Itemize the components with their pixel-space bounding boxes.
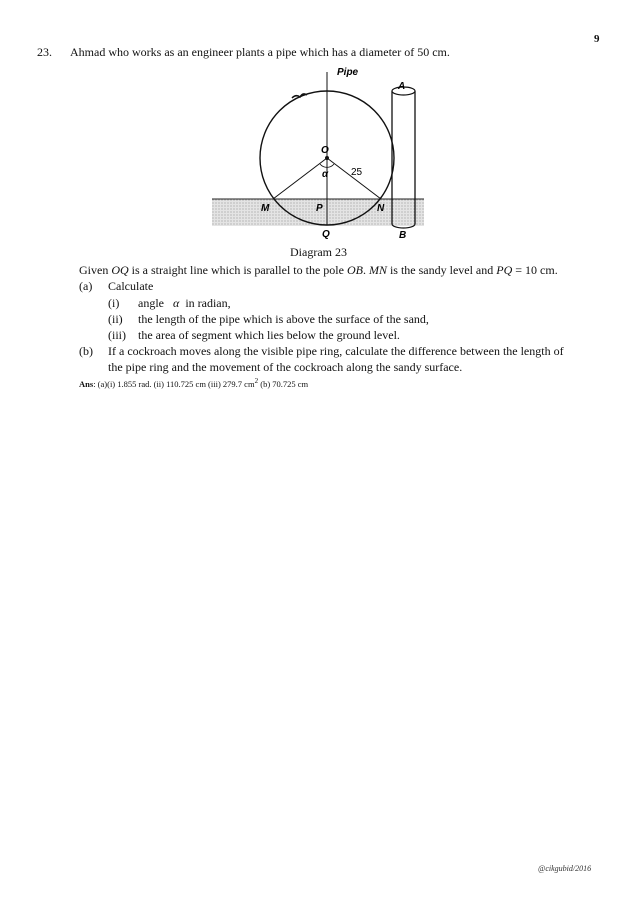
given-oq: OQ xyxy=(111,263,129,277)
answer-text-1: : (a)(i) 1.855 rad. (ii) 110.725 cm (iii) 279.7 cm xyxy=(93,378,255,389)
part-a-label: (a) xyxy=(79,279,93,293)
part-a-ii-text: the length of the pipe which is above the surface of the sand, xyxy=(138,312,429,326)
given-ob: OB xyxy=(346,263,363,277)
label-n: N xyxy=(377,203,385,214)
part-a-iii-text: the area of segment which lies below the ground level. xyxy=(138,328,400,342)
part-b-line1: If a cockroach moves along the visible pipe ring, calculate the difference between the length of xyxy=(108,344,564,358)
part-a-ii-label: (ii) xyxy=(108,312,123,326)
answer-sup: 2 xyxy=(254,377,259,385)
label-p: P xyxy=(316,203,323,214)
diagram-caption: Diagram 23 xyxy=(290,245,347,259)
part-a-i-post: in radian, xyxy=(185,296,231,310)
answer-text-2: (b) 70.725 cm xyxy=(258,378,309,389)
question-number: 23. xyxy=(37,45,52,59)
part-a-text: Calculate xyxy=(108,279,154,293)
question-intro: Ahmad who works as an engineer plants a pipe which has a diameter of 50 cm. xyxy=(70,45,450,59)
pipe-diagram xyxy=(212,58,424,244)
label-a: A xyxy=(398,81,406,92)
part-b-label: (b) xyxy=(79,344,93,358)
given-suffix: = 10 cm. xyxy=(512,263,558,277)
given-mid2: . xyxy=(362,263,369,277)
part-a-i-symbol: α xyxy=(173,296,180,310)
given-prefix: Given xyxy=(79,263,112,277)
given-line xyxy=(79,263,558,278)
label-radius: 25 xyxy=(351,167,363,178)
part-b-line2: the pipe ring and the movement of the cockroach along the sandy surface. xyxy=(108,360,463,374)
radius-om xyxy=(273,158,327,199)
footer-credit: @cikgubid/2016 xyxy=(538,864,592,873)
label-alpha: α xyxy=(322,169,329,180)
answer-label: Ans xyxy=(79,378,94,389)
label-m: M xyxy=(261,203,270,214)
part-a-iii-label: (iii) xyxy=(108,328,126,342)
label-b: B xyxy=(399,230,407,241)
part-a-i-label: (i) xyxy=(108,296,120,310)
part-a-i-pre: angle xyxy=(138,296,164,310)
label-o: O xyxy=(321,145,329,156)
label-q: Q xyxy=(322,229,330,240)
answer-line xyxy=(79,377,308,389)
given-mn: MN xyxy=(368,263,387,277)
given-mid3: is the sandy level and xyxy=(386,263,497,277)
page-number: 9 xyxy=(594,33,600,45)
part-a-i-text xyxy=(138,296,231,311)
mark-icon xyxy=(292,94,307,98)
radius-on xyxy=(327,158,381,199)
center-o xyxy=(325,156,329,160)
label-pipe: Pipe xyxy=(337,67,359,78)
given-pq: PQ xyxy=(496,263,513,277)
given-mid1: is a straight line which is parallel to the pole xyxy=(128,263,347,277)
